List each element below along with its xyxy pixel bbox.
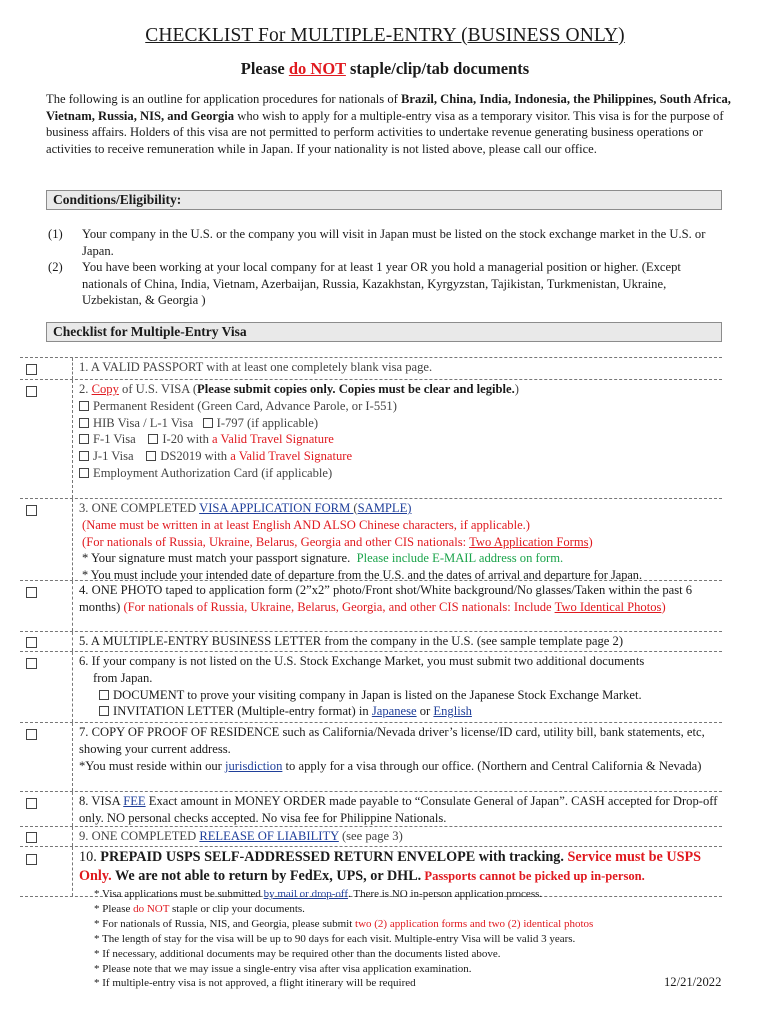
checkbox-cell (20, 792, 73, 826)
item-note-red: ) (588, 534, 593, 549)
english-link[interactable]: English (433, 704, 472, 719)
checklist-item-text: 1. A VALID PASSPORT with at least one completely blank visa page. (79, 360, 433, 374)
copy-link[interactable]: Copy (91, 382, 119, 396)
sub-option-red: a Valid Travel Signature (230, 449, 353, 464)
checklist-row-5 (20, 632, 722, 652)
checklist-item-content (73, 827, 722, 846)
intro-text-1: The following is an outline for application procedures for nationals of (46, 92, 401, 106)
conditions-heading: Conditions/Eligibility: (46, 190, 722, 210)
checklist-item-content (73, 723, 722, 791)
jurisdiction-link[interactable]: jurisdiction (225, 758, 283, 773)
checkbox[interactable] (99, 690, 109, 700)
checklist-row-7 (20, 723, 722, 792)
item-text: to apply for a visa through our office. (Northern and Central California & Nevada) (282, 758, 702, 773)
sample-link[interactable]: SAMPLE) (357, 501, 412, 515)
item-text: 9. ONE COMPLETED (79, 829, 200, 843)
item-text: Exact amount in MONEY ORDER made payable to “Consulate General of Japan”. CASH accepted for Drop-off only. NO personal checks accepted. No visa fee for Philippine Nationals. (79, 794, 718, 825)
checkbox[interactable] (146, 451, 156, 461)
checklist-row-9 (20, 827, 722, 847)
subtitle-emphasis: do NOT (288, 59, 346, 78)
item-text: from Japan. (93, 670, 153, 685)
footer-note-red: do NOT (133, 902, 170, 915)
footer-note: * For nationals of Russia, NIS, and Georgia, please submit (94, 917, 356, 930)
checklist-item-content (73, 499, 722, 583)
checkbox[interactable] (26, 587, 37, 598)
checkbox[interactable] (26, 729, 37, 740)
footer-note: * If necessary, additional documents may be required other than the documents listed above. (94, 947, 501, 960)
item-text: 6. If your company is not listed on the U.S. Stock Exchange Market, you must submit two additional documents (79, 654, 645, 668)
sub-option-label: INVITATION LETTER (Multiple-entry format) in (113, 704, 372, 719)
sub-option-label: J-1 Visa (93, 449, 134, 464)
item-note-green: Please include E-MAIL address on form. (356, 551, 564, 566)
checkbox-cell (20, 632, 73, 651)
footer-note: . There is NO in-person application process. (348, 888, 543, 900)
sub-option-label: I-797 (if applicable) (216, 415, 319, 430)
item-note-red: (Name must be written in at least English AND ALSO Chinese characters, if applicable.) (82, 517, 531, 532)
mail-or-dropoff-link[interactable]: by mail or drop-off (263, 888, 349, 900)
subtitle (0, 59, 770, 79)
checkbox[interactable] (203, 418, 213, 428)
footer-notes (94, 887, 724, 991)
condition-number: (1) (48, 227, 63, 241)
checkbox[interactable] (26, 854, 37, 865)
subtitle-post: staple/clip/tab documents (345, 59, 530, 78)
checklist-row-4 (20, 581, 722, 632)
item-text: ( (353, 501, 358, 515)
checkbox-cell (20, 847, 73, 896)
checklist-row-6 (20, 652, 722, 723)
sub-option-label: I-20 with (162, 432, 213, 447)
subtitle-pre: Please (240, 59, 289, 78)
item-note: * You must include your intended date of departure from the U.S. and the dates of arrival and departure for Japan. (82, 568, 643, 583)
checklist-heading: Checklist for Multiple-Entry Visa (46, 322, 722, 342)
checklist-item-content (73, 380, 722, 498)
page-title: CHECKLIST For MULTIPLE-ENTRY (BUSINESS ONLY) (145, 25, 625, 46)
condition-text: You have been working at your local company for at least 1 year OR you hold a managerial position or higher. (Except nationals of China, India, Vietnam, Azerbaijan, Russia, Kazakhstan, Kyrgyzstan, Tajikistan, Turkmenistan, Ukraine, Uzbekistan, & Georgia ) (82, 260, 681, 307)
item-bold-text: PREPAID USPS SELF-ADDRESSED RETURN ENVELOPE with tracking. (100, 849, 564, 865)
item-note-red: ) (661, 599, 666, 614)
checkbox[interactable] (99, 706, 109, 716)
two-identical-photos-link[interactable]: Two Identical Photos (554, 599, 662, 614)
item-bold-red: Passports cannot be picked up in-person. (421, 869, 645, 883)
checkbox[interactable] (148, 434, 158, 444)
checkbox[interactable] (79, 451, 89, 461)
item-number: 10. (79, 849, 101, 865)
checklist-row-3 (20, 499, 722, 581)
footer-note: * Visa applications must be submitted (94, 888, 264, 900)
item-text: ) (514, 382, 519, 396)
release-of-liability-link[interactable]: RELEASE OF LIABILITY (199, 829, 339, 843)
item-text: 4. ONE PHOTO taped to application form (2”x2” photo/Front shot/White background/No glasses/Taken within the past 6 months) (79, 583, 693, 614)
footer-note: * Please note that we may issue a single-entry visa after visa application examination. (94, 962, 472, 975)
two-application-forms-link[interactable]: Two Application Forms (469, 534, 589, 549)
item-text: or (416, 704, 434, 719)
item-text: 3. ONE COMPLETED (79, 501, 200, 515)
footer-note: * Please (94, 902, 134, 915)
condition-number: (2) (48, 260, 63, 274)
checkbox[interactable] (79, 418, 89, 428)
checkbox[interactable] (26, 832, 37, 843)
sub-option-label: DOCUMENT to prove your visiting company in Japan is listed on the Japanese Stock Exchange Market. (113, 687, 642, 702)
checklist-row-1 (20, 358, 722, 380)
checkbox[interactable] (26, 798, 37, 809)
condition-item (48, 259, 720, 311)
item-text: of U.S. VISA ( (118, 382, 198, 396)
checkbox-cell (20, 652, 73, 722)
checkbox-cell (20, 358, 73, 379)
item-text: (see page 3) (338, 829, 403, 843)
checklist-table (20, 357, 722, 897)
document-date: 12/21/2022 (664, 975, 722, 989)
checklist-item-content (73, 792, 722, 826)
checkbox[interactable] (79, 468, 89, 478)
sub-option-red: a Valid Travel Signature (212, 432, 334, 447)
checklist-item-text: 5. A MULTIPLE-ENTRY BUSINESS LETTER from the company in the U.S. (see sample template page 2) (79, 634, 624, 648)
sub-option-label: HIB Visa / L-1 Visa (93, 415, 194, 430)
item-text: *You must reside within our (79, 758, 226, 773)
japanese-link[interactable]: Japanese (371, 704, 417, 719)
sub-option-label: DS2019 with (160, 449, 231, 464)
intro-paragraph (46, 91, 736, 157)
checkbox[interactable] (26, 637, 37, 648)
checkbox-cell (20, 723, 73, 791)
item-number: 2. (79, 382, 92, 396)
sub-option-label: Permanent Resident (Green Card, Advance Parole, or I-551) (93, 398, 397, 413)
sub-option-label: Employment Authorization Card (if applicable) (93, 465, 333, 480)
footer-note: staple or clip your documents. (169, 902, 305, 915)
checklist-item-content (73, 652, 722, 722)
item-note-red: (For nationals of Russia, Ukraine, Belarus, Georgia and other CIS nationals: (82, 534, 470, 549)
checkbox[interactable] (26, 505, 37, 516)
footer-note-red: two (2) application forms and two (2) identical photos (355, 917, 594, 930)
checklist-row-8 (20, 792, 722, 827)
checkbox-cell (20, 499, 73, 580)
checklist-item-content (73, 581, 722, 631)
footer-note: * The length of stay for the visa will be up to 90 days for each visit. Multiple-entry Visa will be valid 3 years. (94, 932, 576, 945)
item-text: 7. COPY OF PROOF OF RESIDENCE such as California/Nevada driver’s license/ID card, utility bill, bank statements, etc, showing your current address. (79, 725, 705, 756)
item-note: * Your signature must match your passport signature. (82, 551, 351, 566)
item-note-red: (For nationals of Russia, Ukraine, Belarus, Georgia, and other CIS nationals: Include (123, 599, 555, 614)
checkbox[interactable] (79, 401, 89, 411)
checkbox[interactable] (26, 658, 37, 669)
checkbox[interactable] (79, 434, 89, 444)
item-text: 8. VISA (79, 794, 124, 808)
item-bold-text: We are not able to return by FedEx, UPS, or DHL. (111, 868, 422, 884)
checkbox-cell (20, 827, 73, 846)
checkbox[interactable] (26, 386, 37, 397)
item-bold-red: Service must be USPS Only. (79, 849, 702, 884)
condition-item (48, 226, 720, 260)
checkbox[interactable] (26, 364, 37, 375)
checkbox-cell (20, 380, 73, 498)
item-bold-text: Please submit copies only. Copies must be clear and legible. (197, 382, 515, 396)
intro-countries: Brazil, China, India, Indonesia, the Philippines, South Africa, Vietnam, Russia, NIS, and Georgia (46, 92, 731, 123)
fee-link[interactable]: FEE (123, 794, 146, 808)
visa-application-form-link[interactable]: VISA APPLICATION FORM (199, 501, 354, 515)
intro-text-2: who wish to apply for a multiple-entry visa as a temporary visitor. This visa is for the purpose of business affairs. Holders of this visa are not permitted to perform activities to undertake revenue generating business operations or activities to receive remuneration while in Japan. If your nationality is not listed above, please call our office. (46, 108, 724, 156)
condition-text: Your company in the U.S. or the company you will visit in Japan must be listed on the stock exchange market in the U.S. or Japan. (82, 227, 706, 258)
footer-note: * If multiple-entry visa is not approved, a flight itinerary will be required (94, 977, 416, 990)
checkbox-cell (20, 581, 73, 631)
sub-option-label: F-1 Visa (93, 432, 136, 447)
checklist-row-2 (20, 380, 722, 499)
